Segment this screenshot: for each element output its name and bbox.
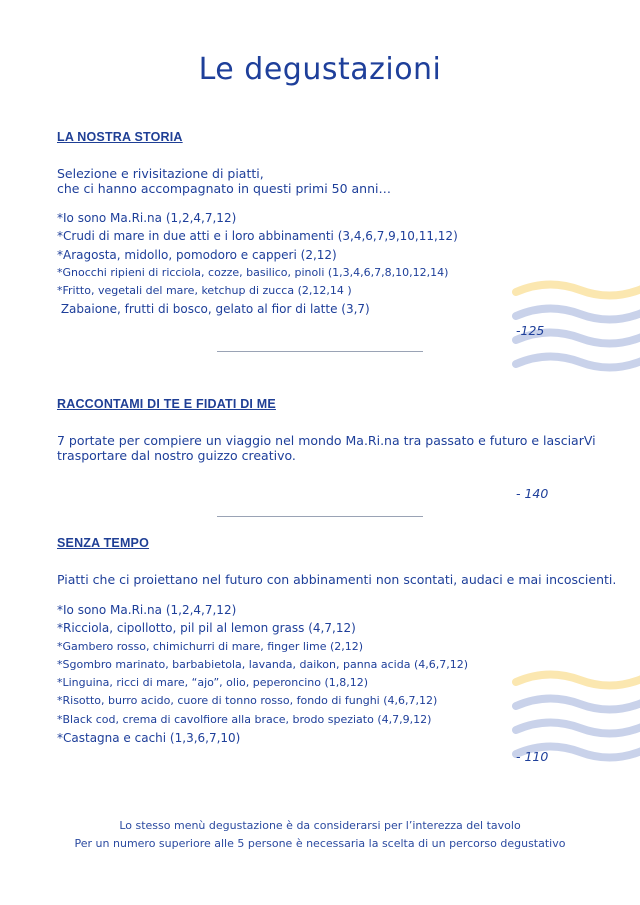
- dish-item: *Io sono Ma.Ri.na (1,2,4,7,12): [57, 211, 237, 225]
- price-storia: -125: [516, 323, 545, 338]
- price-raccontami: - 140: [516, 486, 549, 501]
- section-intro-raccontami: [57, 433, 596, 463]
- dish-list-storia: [57, 209, 458, 319]
- dish-list-senza-tempo: [57, 601, 468, 747]
- divider: [217, 351, 423, 352]
- dish-item: *Aragosta, midollo, pomodoro e capperi (2,12): [57, 247, 337, 262]
- section-heading-raccontami: RACCONTAMI DI TE E FIDATI DI ME: [57, 397, 276, 411]
- section-intro-storia: [57, 166, 391, 196]
- intro-line: Selezione e rivisitazione di piatti,: [57, 166, 264, 181]
- divider: [217, 516, 423, 517]
- intro-line: trasportare dal nostro guizzo creativo.: [57, 448, 296, 463]
- dish-item: *Gambero rosso, chimichurri di mare, finger lime (2,12): [57, 639, 364, 653]
- dish-item: *Fritto, vegetali del mare, ketchup di zucca (2,12,14 ): [57, 284, 352, 298]
- price-senza-tempo: - 110: [516, 749, 549, 764]
- dish-item: *Castagna e cachi (1,3,6,7,10): [57, 731, 241, 746]
- dish-item: *Black cod, crema di cavolfiore alla brace, brodo speziato (4,7,9,12): [57, 712, 432, 726]
- intro-line: 7 portate per compiere un viaggio nel mondo Ma.Ri.na tra passato e futuro e lasciarVi: [57, 433, 596, 448]
- page-title: Le degustazioni: [198, 52, 442, 87]
- section-intro-senza-tempo: [57, 572, 616, 587]
- dish-item: *Sgombro marinato, barbabietola, lavanda, daikon, panna acida (4,6,7,12): [57, 657, 469, 671]
- footer-line: Lo stesso menù degustazione è da considerarsi per l’interezza del tavolo: [119, 819, 521, 832]
- section-heading-storia: LA NOSTRA STORIA: [57, 130, 183, 144]
- section-heading-senza-tempo: SENZA TEMPO: [57, 536, 150, 550]
- dish-item: *Gnocchi ripieni di ricciola, cozze, basilico, pinoli (1,3,4,6,7,8,10,12,14): [57, 265, 449, 279]
- dish-item: *Io sono Ma.Ri.na (1,2,4,7,12): [57, 603, 237, 617]
- dish-item: *Risotto, burro acido, cuore di tonno rosso, fondo di funghi (4,6,7,12): [57, 694, 438, 708]
- intro-line: che ci hanno accompagnato in questi primi 50 anni…: [57, 181, 391, 196]
- footer-line: Per un numero superiore alle 5 persone è necessaria la scelta di un percorso degustativo: [74, 837, 566, 850]
- dish-item: Zabaione, frutti di bosco, gelato al fior di latte (3,7): [57, 302, 370, 317]
- dish-item: *Ricciola, cipollotto, pil pil al lemon grass (4,7,12): [57, 621, 356, 636]
- dish-item: *Crudi di mare in due atti e i loro abbinamenti (3,4,6,7,9,10,11,12): [57, 229, 458, 244]
- footer-note: [0, 817, 640, 853]
- intro-line: Piatti che ci proiettano nel futuro con abbinamenti non scontati, audaci e mai incoscienti.: [57, 572, 617, 587]
- dish-item: *Linguina, ricci di mare, “ajo”, olio, peperoncino (1,8,12): [57, 676, 369, 690]
